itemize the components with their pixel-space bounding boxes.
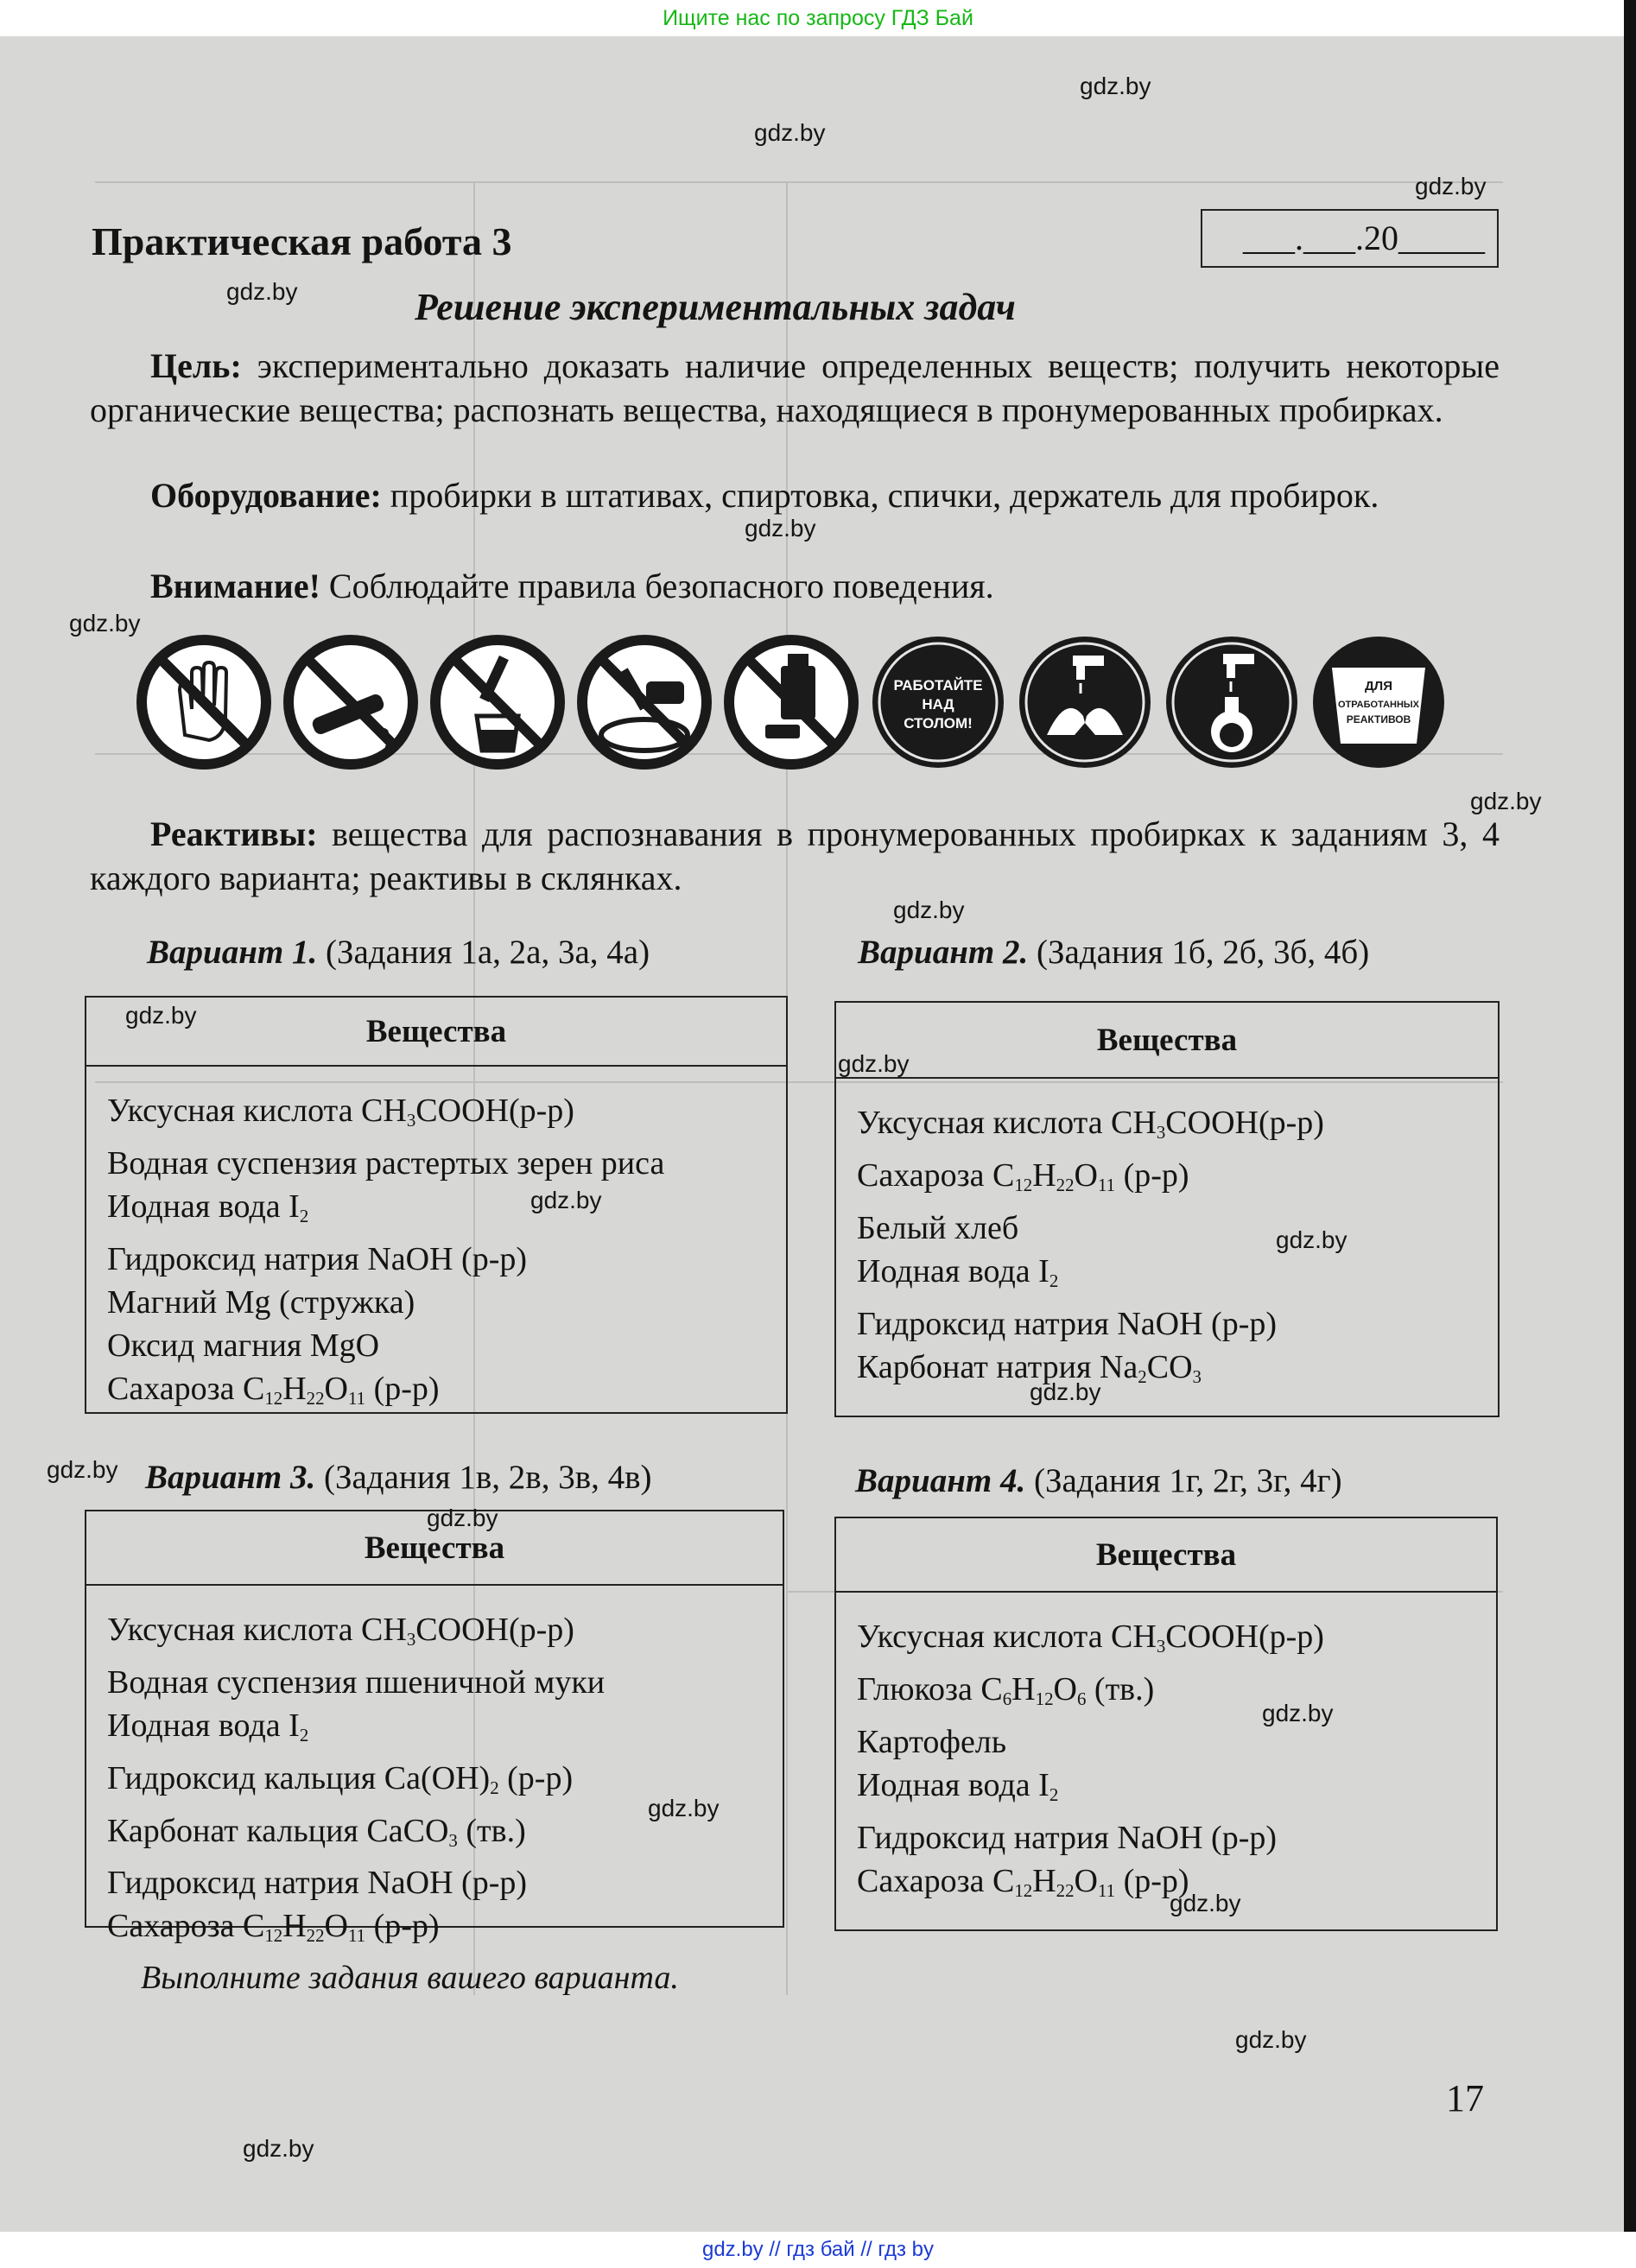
list-item: Иодная вода $I_2$ xyxy=(107,1188,309,1226)
watermark: gdz.by xyxy=(1235,2026,1307,2053)
no-taste-icon xyxy=(428,633,567,771)
list-item: Иодная вода $I_2$ xyxy=(107,1707,309,1745)
no-pour-tube-icon xyxy=(282,633,420,771)
waste-bin-icon xyxy=(1309,633,1448,771)
watermark: gdz.by xyxy=(226,278,298,305)
sign-text: СТОЛОМ! xyxy=(904,715,973,732)
list-item: Гидроксид кальция $Ca(OH)_2$ (р-р) xyxy=(107,1759,574,1798)
show-through-line xyxy=(95,181,1503,183)
variant-4-heading xyxy=(855,1461,1342,1500)
watermark: gdz.by xyxy=(1276,1226,1347,1253)
list-item: Карбонат натрия $Na_2CO_3$ xyxy=(857,1348,1202,1387)
bottom-banner[interactable]: gdz.by // гдз бай // гдз by xyxy=(0,2232,1636,2268)
list-item: Сахароза $C_{12}H_{22}O_{11}$ (р-р) xyxy=(857,1862,1189,1901)
watermark: gdz.by xyxy=(1470,788,1542,814)
variant-2-heading xyxy=(858,933,1369,972)
watermark: gdz.by xyxy=(745,515,816,542)
sign-text: РЕАКТИВОВ xyxy=(1346,713,1411,725)
list-item: Гидроксид натрия NaOH (р-р) xyxy=(107,1865,528,1902)
list-item: Сахароза $C_{12}H_{22}O_{11}$ (р-р) xyxy=(857,1156,1189,1195)
reagents-paragraph xyxy=(90,812,1500,900)
list-item: Уксусная кислота $CH_3COOH(р-р)$ xyxy=(107,1093,574,1131)
variant-number: 3. xyxy=(289,1459,316,1496)
variant-tasks: (Задания 1в, 2в, 3в, 4в) xyxy=(323,1459,652,1496)
watermark: gdz.by xyxy=(1170,1890,1241,1916)
scan-edge xyxy=(1624,0,1636,2268)
variant-tasks: (Задания 1г, 2г, 3г, 4г) xyxy=(1033,1462,1342,1499)
list-item: Иодная вода $I_2$ xyxy=(857,1252,1059,1291)
attention-paragraph xyxy=(90,564,1500,608)
no-sink-pour-icon xyxy=(575,633,713,771)
substances-list xyxy=(836,1593,1496,1911)
table-header: Вещества xyxy=(836,1003,1498,1079)
variant-label: Вариант xyxy=(855,1462,992,1499)
variant-number: 2. xyxy=(1002,934,1029,971)
list-item: Водная суспензия пшеничной муки xyxy=(107,1663,606,1701)
reagents-label: Реактивы: xyxy=(150,814,318,853)
footer-instruction: Выполните задания вашего варианта. xyxy=(141,1960,679,1996)
watermark: gdz.by xyxy=(47,1456,118,1483)
equipment-text: пробирки в штативах, спиртовка, спички, держатель для пробирок. xyxy=(390,476,1379,515)
wash-hands-icon xyxy=(1016,633,1154,771)
goal-text: экспериментально доказать наличие определенных веществ; получить некоторые органические вещества; распознать вещества, находящиеся в пронумерованных пробирках. xyxy=(90,346,1500,429)
variant-label: Вариант xyxy=(145,1459,282,1496)
safety-signs-row xyxy=(135,633,1448,776)
sign-text: НАД xyxy=(922,696,954,713)
substances-list xyxy=(836,1079,1498,1397)
list-item: Картофель xyxy=(857,1723,1007,1760)
goal-label: Цель: xyxy=(150,346,242,385)
variant-1-table xyxy=(85,996,788,1414)
variant-3-table xyxy=(85,1510,784,1947)
watermark: gdz.by xyxy=(530,1187,602,1213)
variant-2-table xyxy=(834,1001,1500,1417)
table-header: Вещества xyxy=(836,1518,1496,1593)
page-number: 17 xyxy=(1446,2077,1484,2119)
goal-paragraph xyxy=(90,344,1500,432)
watermark: gdz.by xyxy=(69,610,141,637)
variant-label: Вариант xyxy=(147,934,284,971)
no-bottle-icon xyxy=(722,633,860,771)
list-item: Сахароза $C_{12}H_{22}O_{11}$ (р-р) xyxy=(107,1908,440,1947)
watermark: gdz.by xyxy=(1262,1700,1334,1726)
watermark: gdz.by xyxy=(427,1505,498,1531)
equipment-label: Оборудование: xyxy=(150,476,382,515)
list-item: Водная суспензия растертых зерен риса xyxy=(107,1144,665,1182)
variant-1-heading xyxy=(147,933,650,972)
variant-tasks: (Задания 1а, 2а, 3а, 4а) xyxy=(325,934,650,971)
watermark: gdz.by xyxy=(125,1002,197,1029)
watermark: gdz.by xyxy=(838,1050,910,1077)
variant-number: 4. xyxy=(999,1462,1026,1499)
substances-list xyxy=(86,1586,783,1957)
list-item: Гидроксид натрия NaOH (р-р) xyxy=(857,1819,1278,1856)
watermark: gdz.by xyxy=(648,1795,720,1821)
list-item: Магний Mg (стружка) xyxy=(107,1283,415,1321)
watermark: gdz.by xyxy=(1415,173,1487,200)
equipment-paragraph xyxy=(90,473,1500,517)
watermark: gdz.by xyxy=(754,119,826,146)
reagents-text: вещества для распознавания в пронумерованных пробирках к заданиям 3, 4 каждого варианта; реактивы в склянках. xyxy=(90,814,1500,897)
list-item: Белый хлеб xyxy=(857,1209,1019,1246)
list-item: Иодная вода $I_2$ xyxy=(857,1766,1059,1805)
no-touch-hand-icon xyxy=(135,633,273,771)
work-over-table-icon xyxy=(869,633,1007,771)
list-item: Оксид магния MgO xyxy=(107,1327,380,1364)
list-item: Глюкоза $C_6H_{12}O_6$ (тв.) xyxy=(857,1670,1155,1709)
table-header: Вещества xyxy=(86,1511,783,1586)
watermark: gdz.by xyxy=(1030,1378,1101,1405)
top-banner[interactable]: Ищите нас по запросу ГДЗ Бай xyxy=(0,0,1636,36)
page-subtitle: Решение экспериментальных задач xyxy=(415,286,1016,328)
tap-flask-icon xyxy=(1163,633,1301,771)
list-item: Карбонат кальция CaCO$_3$ (тв.) xyxy=(107,1812,526,1851)
variant-4-table xyxy=(834,1517,1498,1931)
list-item: Гидроксид натрия NaOH (р-р) xyxy=(857,1305,1278,1342)
watermark: gdz.by xyxy=(893,896,965,923)
variant-label: Вариант xyxy=(858,934,995,971)
table-header: Вещества xyxy=(86,998,786,1067)
page-title: Практическая работа 3 xyxy=(92,219,512,263)
watermark: gdz.by xyxy=(243,2135,314,2162)
sign-text: РАБОТАЙТЕ xyxy=(893,677,983,694)
date-field[interactable]: ___.___.20_____ xyxy=(1201,209,1499,268)
attention-label: Внимание! xyxy=(150,567,320,605)
sign-text: ОТРАБОТАННЫХ xyxy=(1337,700,1420,710)
variant-tasks: (Задания 1б, 2б, 3б, 4б) xyxy=(1036,934,1370,971)
list-item: Гидроксид натрия NaOH (р-р) xyxy=(107,1240,528,1277)
list-item: Уксусная кислота $CH_3COOH(р-р)$ xyxy=(857,1105,1324,1143)
variant-3-heading xyxy=(145,1458,652,1497)
list-item: Уксусная кислота $CH_3COOH(р-р)$ xyxy=(107,1612,574,1650)
list-item: Сахароза $C_{12}H_{22}O_{11}$ (р-р) xyxy=(107,1370,440,1409)
sign-text: ДЛЯ xyxy=(1365,679,1392,694)
variant-number: 1. xyxy=(291,934,318,971)
substances-list xyxy=(86,1067,786,1420)
attention-text: Соблюдайте правила безопасного поведения. xyxy=(328,567,994,605)
watermark: gdz.by xyxy=(1080,73,1151,99)
list-item: Уксусная кислота $CH_3COOH(р-р)$ xyxy=(857,1619,1324,1657)
